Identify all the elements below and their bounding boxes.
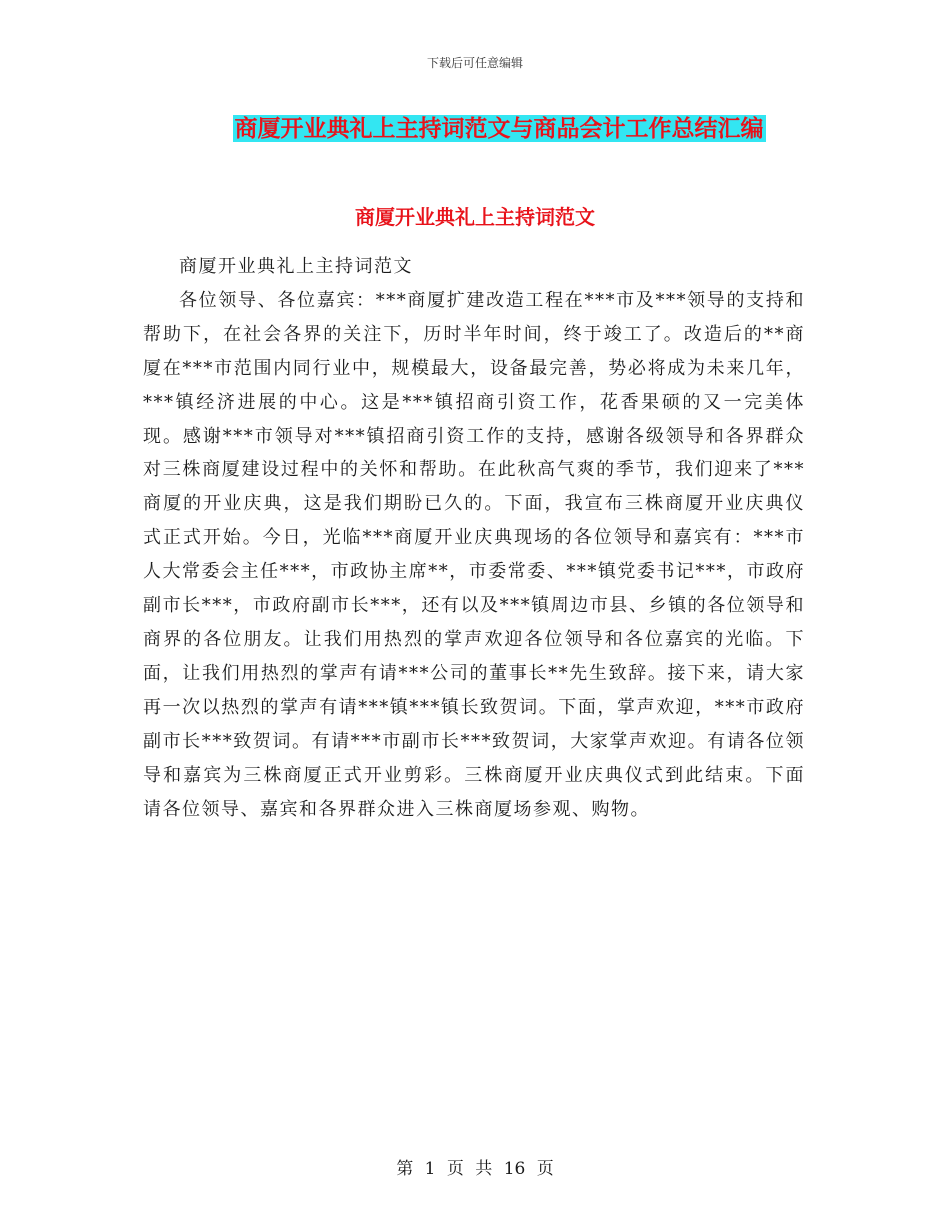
document-title [0, 112, 950, 146]
header-note: 下载后可任意编辑 [426, 56, 523, 70]
section-heading: 商厦开业典礼上主持词范文 [355, 205, 595, 229]
page-footer: 第 1 页 共 16 页 [396, 1159, 554, 1179]
document-body [143, 250, 805, 826]
document-title-text: 商厦开业典礼上主持词范文与商品会计工作总结汇编 [234, 115, 764, 142]
body-paragraph-subtitle: 商厦开业典礼上主持词范文 [179, 256, 413, 277]
body-paragraph-main: 各位领导、各位嘉宾：***商厦扩建改造工程在***市及***领导的支持和帮助下，在社会各界的关注下，历时半年时间，终于竣工了。改造后的**商厦在***市范围内同行业中，规模最大，设备最完善，势必将成为未来几年，***镇经济进展的中心。这是***镇招商引资工作，花香果硕的又一完美体现。感谢***市领导对***镇招商引资工作的支持，感谢各级领导和各界群众对三株商厦建设过程中的关怀和帮助。在此秋高气爽的季节，我们迎来了***商厦的开业庆典，这是我们期盼已久的。下面，我宣布三株商厦开业庆典仪式正式开始。今日，光临***商厦开业庆典现场的各位领导和嘉宾有：***市人大常委会主任***，市政协主席**，市委常委、***镇党委书记***，市政府副市长***，市政府副市长***，还有以及***镇周边市县、乡镇的各位领导和商界的各位朋友。让我们用热烈的掌声欢迎各位领导和各位嘉宾的光临。下面，让我们用热烈的掌声有请***公司的董事长**先生致辞。接下来，请大家再一次以热烈的掌声有请***镇***镇长致贺词。下面，掌声欢迎，***市政府副市长***致贺词。有请***市副市长***致贺词，大家掌声欢迎。有请各位领导和嘉宾为三株商厦正式开业剪彩。三株商厦开业庆典仪式到此结束。下面请各位领导、嘉宾和各界群众进入三株商厦场参观、购物。 [143, 289, 805, 820]
